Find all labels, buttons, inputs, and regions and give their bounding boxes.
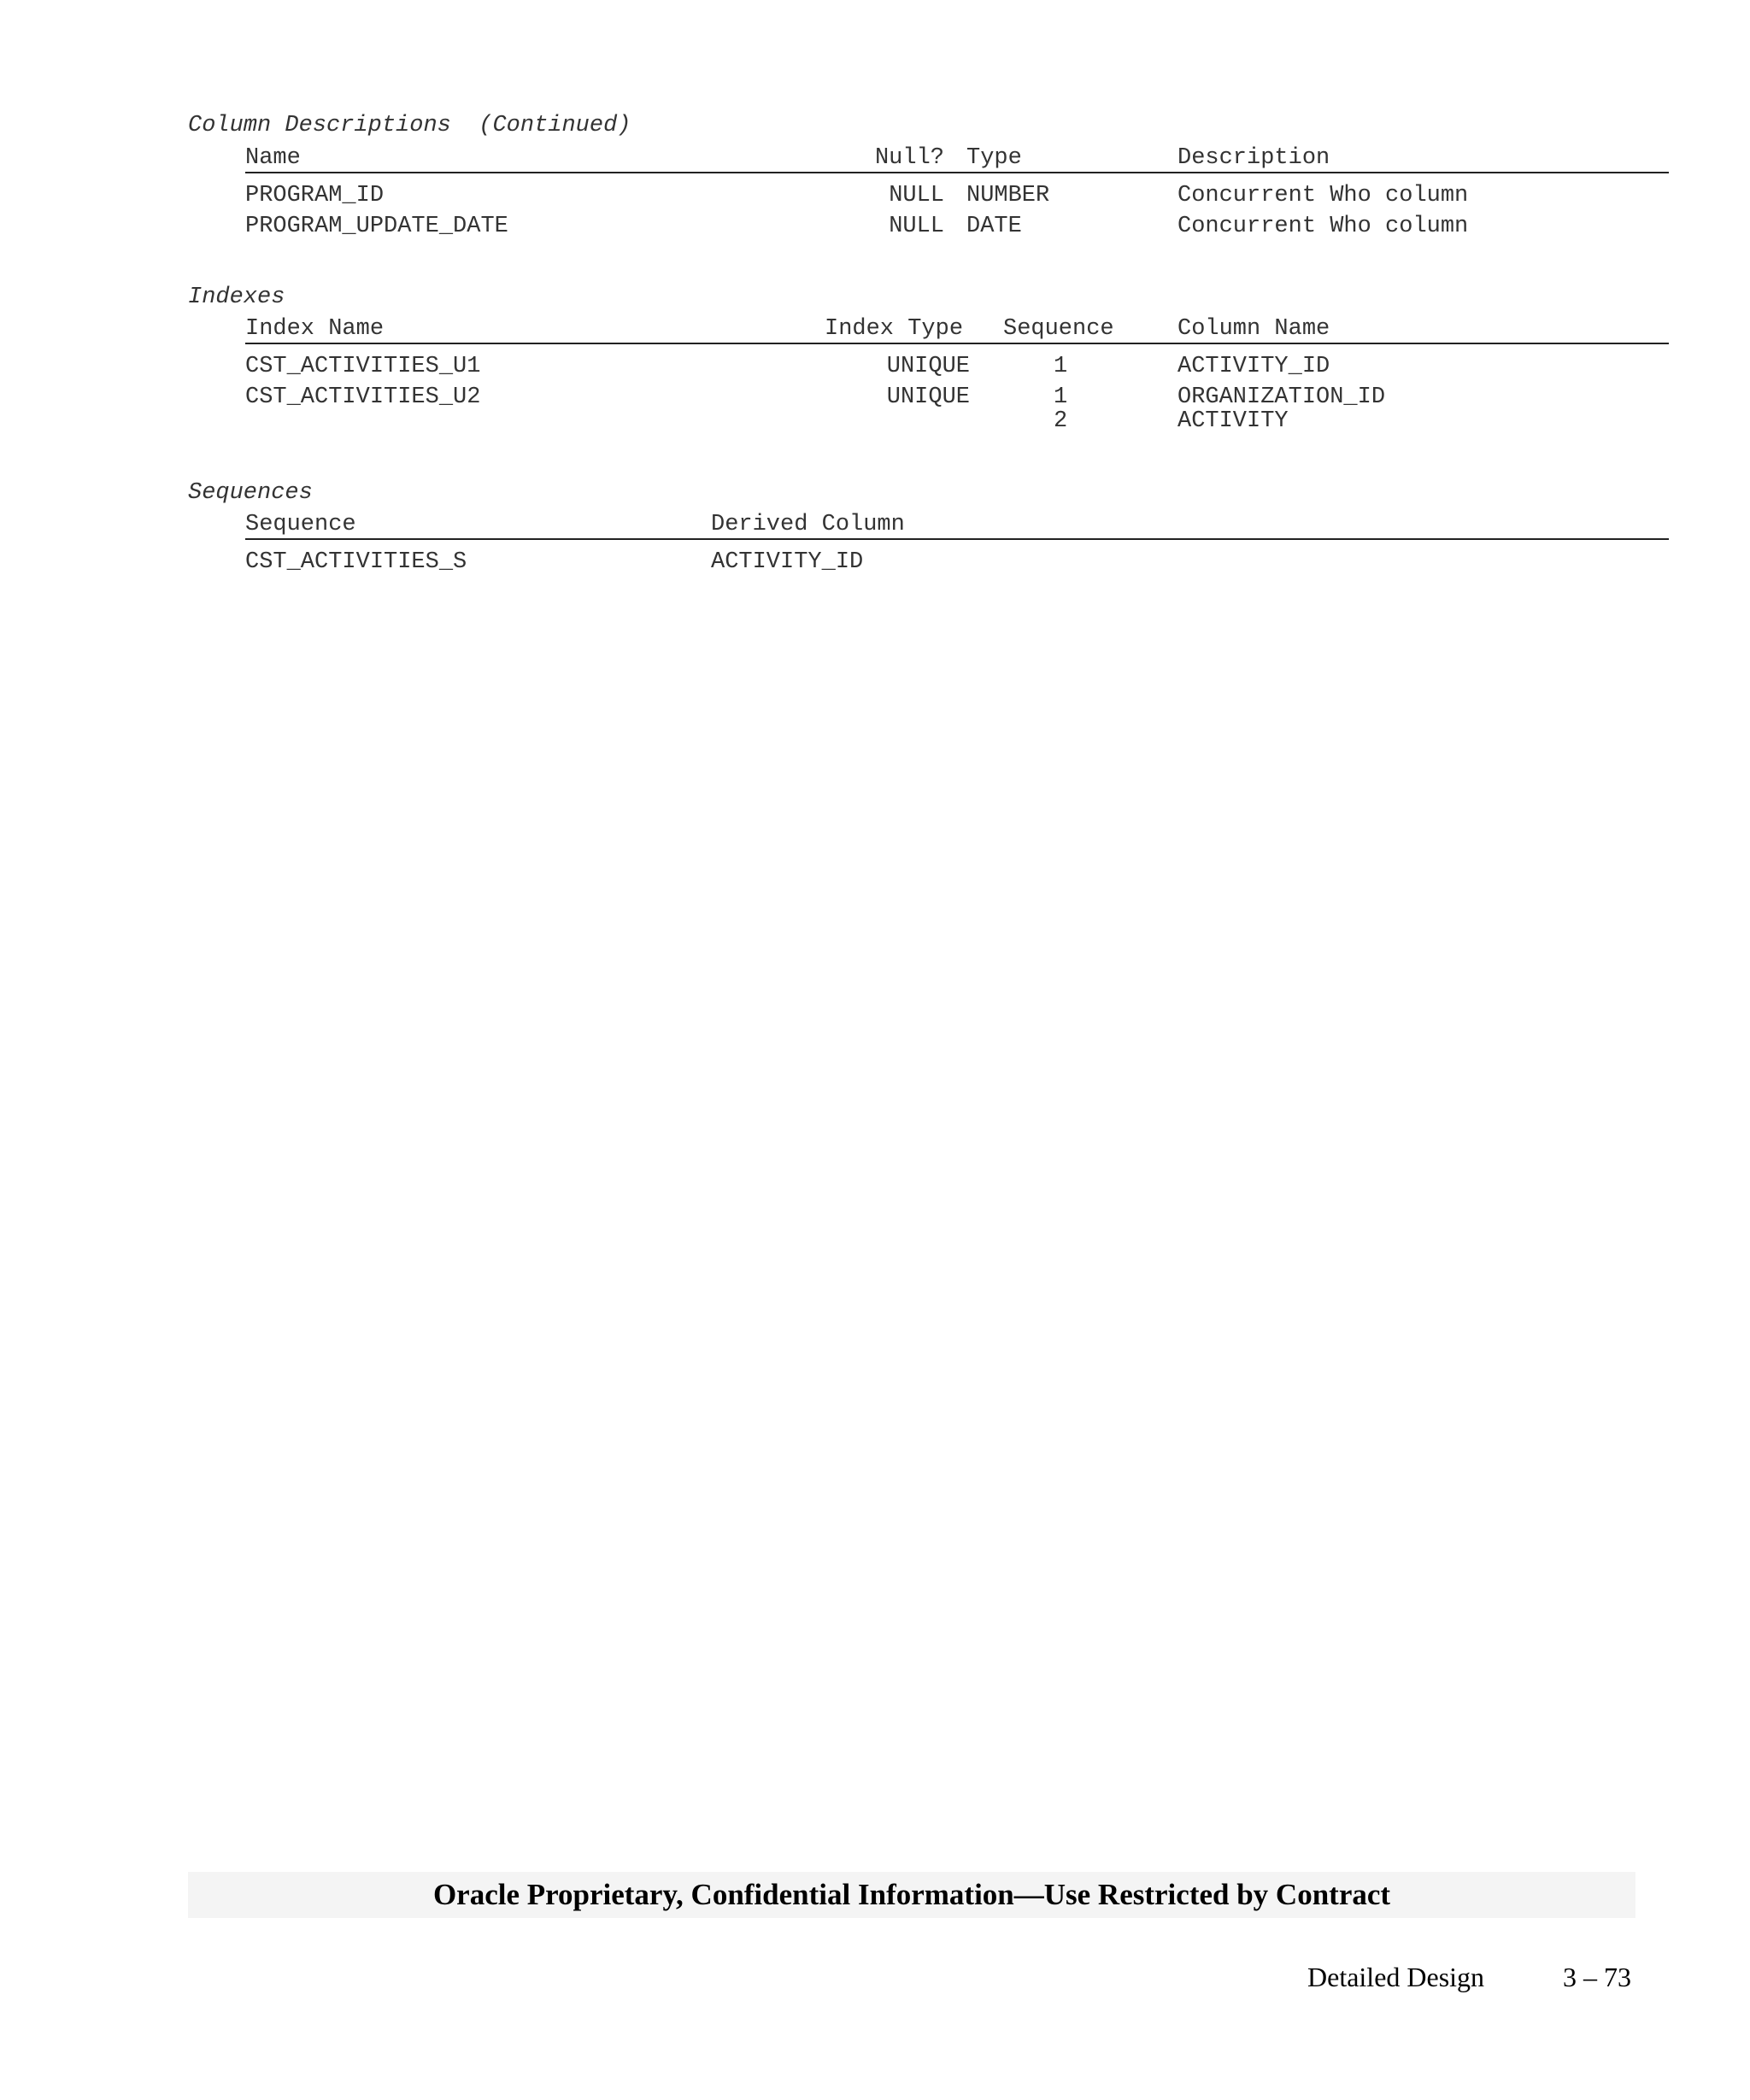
sequences-title: Sequences — [188, 480, 313, 506]
column-descriptions-title — [188, 113, 631, 138]
column-descriptions-title-text: Column Descriptions — [188, 113, 451, 138]
seq-header-sequence: Sequence — [245, 512, 356, 537]
idx-row-sequence: 1 — [1054, 354, 1068, 379]
idx-header-sequence: Sequence — [1003, 316, 1114, 342]
col-row-null: NULL — [889, 214, 944, 239]
idx-header-column-name: Column Name — [1177, 316, 1330, 342]
col-row-description: Concurrent Who column — [1177, 183, 1469, 208]
sequences-rule — [245, 538, 1669, 540]
idx-header-index-type: Index Type — [825, 316, 964, 342]
indexes-title: Indexes — [188, 284, 285, 310]
indexes-rule — [245, 343, 1669, 344]
idx-row-index-name: CST_ACTIVITIES_U1 — [245, 354, 481, 379]
col-row-null: NULL — [889, 183, 944, 208]
col-header-type: Type — [966, 145, 1022, 171]
idx-row-index-type: UNIQUE — [886, 354, 970, 379]
idx-row-sequence: 2 — [1054, 408, 1068, 434]
col-header-name: Name — [245, 145, 301, 171]
idx-row-index-type: UNIQUE — [886, 384, 970, 410]
seq-row-sequence: CST_ACTIVITIES_S — [245, 549, 467, 575]
idx-row-column-name: ACTIVITY — [1177, 408, 1289, 434]
idx-row-index-name: CST_ACTIVITIES_U2 — [245, 384, 481, 410]
col-row-type: NUMBER — [966, 183, 1050, 208]
confidential-banner: Oracle Proprietary, Confidential Information––Use Restricted by Contract — [188, 1872, 1635, 1918]
col-row-name: PROGRAM_ID — [245, 183, 385, 208]
idx-header-index-name: Index Name — [245, 316, 385, 342]
col-row-description: Concurrent Who column — [1177, 214, 1469, 239]
idx-row-column-name: ACTIVITY_ID — [1177, 354, 1330, 379]
continued-label: (Continued) — [479, 113, 631, 138]
page-number: 3 – 73 — [1563, 1962, 1631, 1992]
seq-header-derived-column: Derived Column — [711, 512, 905, 537]
col-header-description: Description — [1177, 145, 1330, 171]
col-row-type: DATE — [966, 214, 1022, 239]
col-row-name: PROGRAM_UPDATE_DATE — [245, 214, 508, 239]
seq-row-derived-column: ACTIVITY_ID — [711, 549, 864, 575]
column-descriptions-rule — [245, 172, 1669, 173]
col-header-null: Null? — [874, 145, 944, 171]
idx-row-column-name: ORGANIZATION_ID — [1177, 384, 1386, 410]
footer-section-title: Detailed Design — [1307, 1962, 1485, 1992]
idx-row-sequence: 1 — [1054, 384, 1068, 410]
